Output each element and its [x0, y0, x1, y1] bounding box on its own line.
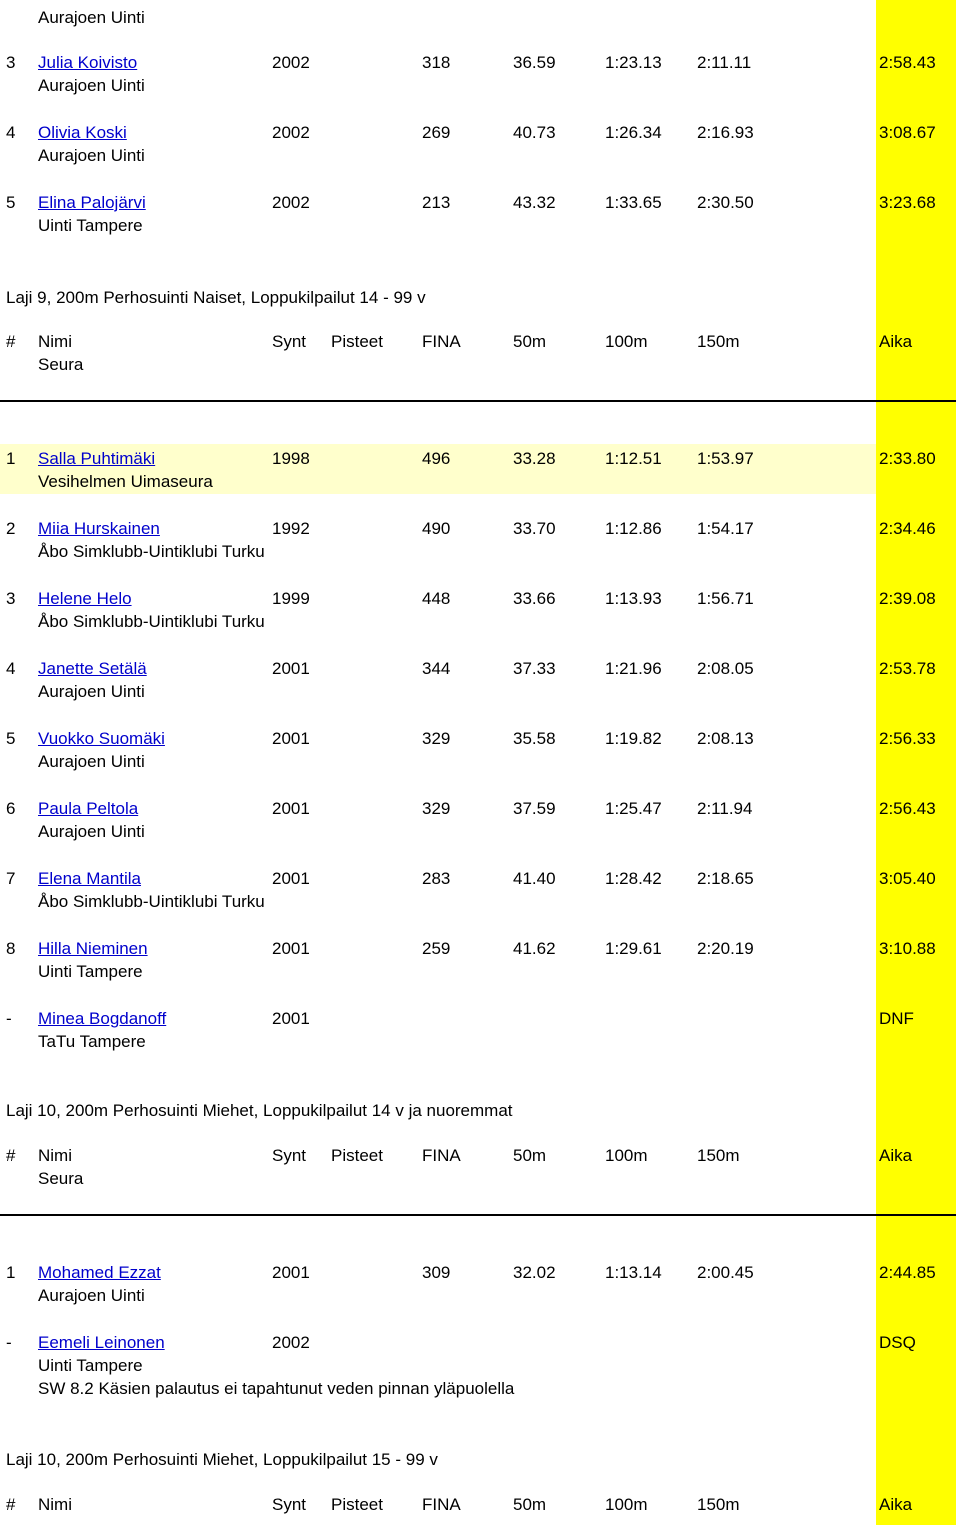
- column-header-name: Nimi: [38, 1495, 72, 1514]
- place: -: [6, 1009, 12, 1028]
- club-name: Aurajoen Uinti: [38, 752, 145, 771]
- split-50m: 33.70: [513, 519, 556, 538]
- final-time: 3:10.88: [879, 939, 936, 958]
- column-header-year: Synt: [272, 1146, 307, 1165]
- split-100m: 1:13.14: [605, 1263, 662, 1282]
- points: 213: [422, 193, 451, 212]
- swimmer-name-link[interactable]: Vuokko Suomäki: [38, 729, 165, 748]
- final-time: 3:08.67: [879, 123, 936, 142]
- final-time: 2:58.43: [879, 53, 936, 72]
- place: 5: [6, 193, 16, 212]
- place: 2: [6, 519, 16, 538]
- column-header-s150: 150m: [697, 332, 740, 351]
- column-header-club: Seura: [38, 1169, 84, 1188]
- column-header-points: Pisteet: [331, 1495, 383, 1514]
- birth-year: 1998: [272, 449, 310, 468]
- points: 309: [422, 1263, 451, 1282]
- split-150m: 2:11.11: [697, 53, 752, 72]
- split-100m: 1:12.51: [605, 449, 662, 468]
- split-150m: 2:20.19: [697, 939, 754, 958]
- club-name: Aurajoen Uinti: [38, 8, 145, 27]
- event-title: Laji 10, 200m Perhosuinti Miehet, Loppukilpailut 14 v ja nuoremmat: [6, 1101, 513, 1120]
- birth-year: 2001: [272, 729, 310, 748]
- final-time: 2:44.85: [879, 1263, 936, 1282]
- final-time: 2:34.46: [879, 519, 936, 538]
- place: 8: [6, 939, 16, 958]
- club-name: Aurajoen Uinti: [38, 822, 145, 841]
- column-header-hash: #: [6, 1495, 16, 1514]
- club-name: Åbo Simklubb-Uintiklubi Turku: [38, 542, 265, 561]
- split-50m: 37.59: [513, 799, 556, 818]
- split-150m: 2:08.13: [697, 729, 754, 748]
- club-name: Uinti Tampere: [38, 962, 143, 981]
- swimmer-name-link[interactable]: Mohamed Ezzat: [38, 1263, 161, 1282]
- disqualification-note: SW 8.2 Käsien palautus ei tapahtunut veden pinnan yläpuolella: [38, 1379, 515, 1398]
- swimmer-name-link[interactable]: Miia Hurskainen: [38, 519, 160, 538]
- birth-year: 2002: [272, 53, 310, 72]
- final-time: DSQ: [879, 1333, 916, 1352]
- birth-year: 2001: [272, 659, 310, 678]
- points: 448: [422, 589, 451, 608]
- split-50m: 36.59: [513, 53, 556, 72]
- split-150m: 2:30.50: [697, 193, 754, 212]
- club-name: Aurajoen Uinti: [38, 146, 145, 165]
- birth-year: 2001: [272, 869, 310, 888]
- place: 4: [6, 123, 16, 142]
- column-header-s50: 50m: [513, 1495, 547, 1514]
- club-name: Vesihelmen Uimaseura: [38, 472, 213, 491]
- swimmer-name-link[interactable]: Elina Palojärvi: [38, 193, 146, 212]
- points: 496: [422, 449, 451, 468]
- birth-year: 2001: [272, 939, 310, 958]
- split-100m: 1:12.86: [605, 519, 662, 538]
- swimmer-name-link[interactable]: Elena Mantila: [38, 869, 142, 888]
- column-header-hash: #: [6, 332, 16, 351]
- place: 3: [6, 53, 16, 72]
- swimmer-name-link[interactable]: Minea Bogdanoff: [38, 1009, 167, 1028]
- club-name: Uinti Tampere: [38, 216, 143, 235]
- split-100m: 1:33.65: [605, 193, 662, 212]
- birth-year: 2002: [272, 123, 310, 142]
- column-header-name: Nimi: [38, 1146, 72, 1165]
- column-header-s50: 50m: [513, 332, 547, 351]
- split-100m: 1:21.96: [605, 659, 662, 678]
- header-divider: [0, 1214, 956, 1216]
- split-150m: 2:00.45: [697, 1263, 754, 1282]
- points: 259: [422, 939, 451, 958]
- swimmer-name-link[interactable]: Helene Helo: [38, 589, 132, 608]
- final-time: 2:39.08: [879, 589, 936, 608]
- column-header-s100: 100m: [605, 1495, 648, 1514]
- points: 269: [422, 123, 451, 142]
- place: 4: [6, 659, 16, 678]
- split-50m: 41.62: [513, 939, 556, 958]
- split-50m: 35.58: [513, 729, 556, 748]
- event-title: Laji 9, 200m Perhosuinti Naiset, Loppukilpailut 14 - 99 v: [6, 288, 426, 307]
- split-50m: 41.40: [513, 869, 556, 888]
- column-header-s150: 150m: [697, 1495, 740, 1514]
- split-100m: 1:29.61: [605, 939, 662, 958]
- column-header-time: Aika: [879, 1146, 913, 1165]
- place: 1: [6, 1263, 16, 1282]
- final-time: 2:56.33: [879, 729, 936, 748]
- final-time: 3:23.68: [879, 193, 936, 212]
- split-100m: 1:26.34: [605, 123, 662, 142]
- split-100m: 1:13.93: [605, 589, 662, 608]
- column-header-s150: 150m: [697, 1146, 740, 1165]
- split-100m: 1:28.42: [605, 869, 662, 888]
- split-100m: 1:23.13: [605, 53, 662, 72]
- split-50m: 32.02: [513, 1263, 556, 1282]
- column-header-hash: #: [6, 1146, 16, 1165]
- swimmer-name-link[interactable]: Eemeli Leinonen: [38, 1333, 165, 1352]
- points: 490: [422, 519, 451, 538]
- column-header-fina: FINA: [422, 1146, 461, 1165]
- final-time: 2:56.43: [879, 799, 936, 818]
- column-header-s100: 100m: [605, 1146, 648, 1165]
- place: -: [6, 1333, 12, 1352]
- birth-year: 2001: [272, 1263, 310, 1282]
- points: 329: [422, 799, 451, 818]
- split-50m: 40.73: [513, 123, 556, 142]
- split-150m: 2:18.65: [697, 869, 754, 888]
- split-50m: 43.32: [513, 193, 556, 212]
- final-time: DNF: [879, 1009, 914, 1028]
- final-time: 2:53.78: [879, 659, 936, 678]
- birth-year: 2001: [272, 799, 310, 818]
- points: 329: [422, 729, 451, 748]
- birth-year: 1992: [272, 519, 310, 538]
- column-header-points: Pisteet: [331, 332, 383, 351]
- points: 344: [422, 659, 451, 678]
- final-time: 2:33.80: [879, 449, 936, 468]
- column-header-points: Pisteet: [331, 1146, 383, 1165]
- column-header-year: Synt: [272, 332, 307, 351]
- club-name: Aurajoen Uinti: [38, 682, 145, 701]
- swimmer-name-link[interactable]: Paula Peltola: [38, 799, 139, 818]
- swimmer-name-link[interactable]: Hilla Nieminen: [38, 939, 148, 958]
- column-header-fina: FINA: [422, 1495, 461, 1514]
- points: 318: [422, 53, 451, 72]
- column-header-name: Nimi: [38, 332, 72, 351]
- birth-year: 2002: [272, 1333, 310, 1352]
- birth-year: 2001: [272, 1009, 310, 1028]
- column-header-time: Aika: [879, 332, 913, 351]
- club-name: Aurajoen Uinti: [38, 76, 145, 95]
- split-150m: 2:08.05: [697, 659, 754, 678]
- split-150m: 2:11.94: [697, 799, 753, 818]
- split-150m: 1:54.17: [697, 519, 754, 538]
- event-title: Laji 10, 200m Perhosuinti Miehet, Loppukilpailut 15 - 99 v: [6, 1450, 438, 1469]
- place: 6: [6, 799, 16, 818]
- split-50m: 33.28: [513, 449, 556, 468]
- swimmer-name-link[interactable]: Julia Koivisto: [38, 53, 138, 72]
- split-100m: 1:19.82: [605, 729, 662, 748]
- column-header-fina: FINA: [422, 332, 461, 351]
- column-header-s100: 100m: [605, 332, 648, 351]
- column-header-year: Synt: [272, 1495, 307, 1514]
- swimmer-name-link[interactable]: Olivia Koski: [38, 123, 127, 142]
- column-header-s50: 50m: [513, 1146, 547, 1165]
- split-150m: 1:53.97: [697, 449, 754, 468]
- place: 1: [6, 449, 16, 468]
- club-name: Åbo Simklubb-Uintiklubi Turku: [38, 612, 265, 631]
- swimmer-name-link[interactable]: Janette Setälä: [38, 659, 147, 678]
- split-50m: 33.66: [513, 589, 556, 608]
- birth-year: 1999: [272, 589, 310, 608]
- split-150m: 2:16.93: [697, 123, 754, 142]
- header-divider: [0, 400, 956, 402]
- club-name: Aurajoen Uinti: [38, 1286, 145, 1305]
- place: 5: [6, 729, 16, 748]
- split-50m: 37.33: [513, 659, 556, 678]
- column-header-time: Aika: [879, 1495, 913, 1514]
- place: 3: [6, 589, 16, 608]
- time-column-highlight: [876, 0, 956, 1525]
- final-time: 3:05.40: [879, 869, 936, 888]
- swimmer-name-link[interactable]: Salla Puhtimäki: [38, 449, 156, 468]
- points: 283: [422, 869, 451, 888]
- club-name: TaTu Tampere: [38, 1032, 146, 1051]
- place: 7: [6, 869, 16, 888]
- split-100m: 1:25.47: [605, 799, 662, 818]
- club-name: Uinti Tampere: [38, 1356, 143, 1375]
- birth-year: 2002: [272, 193, 310, 212]
- split-150m: 1:56.71: [697, 589, 754, 608]
- column-header-club: Seura: [38, 355, 84, 374]
- club-name: Åbo Simklubb-Uintiklubi Turku: [38, 892, 265, 911]
